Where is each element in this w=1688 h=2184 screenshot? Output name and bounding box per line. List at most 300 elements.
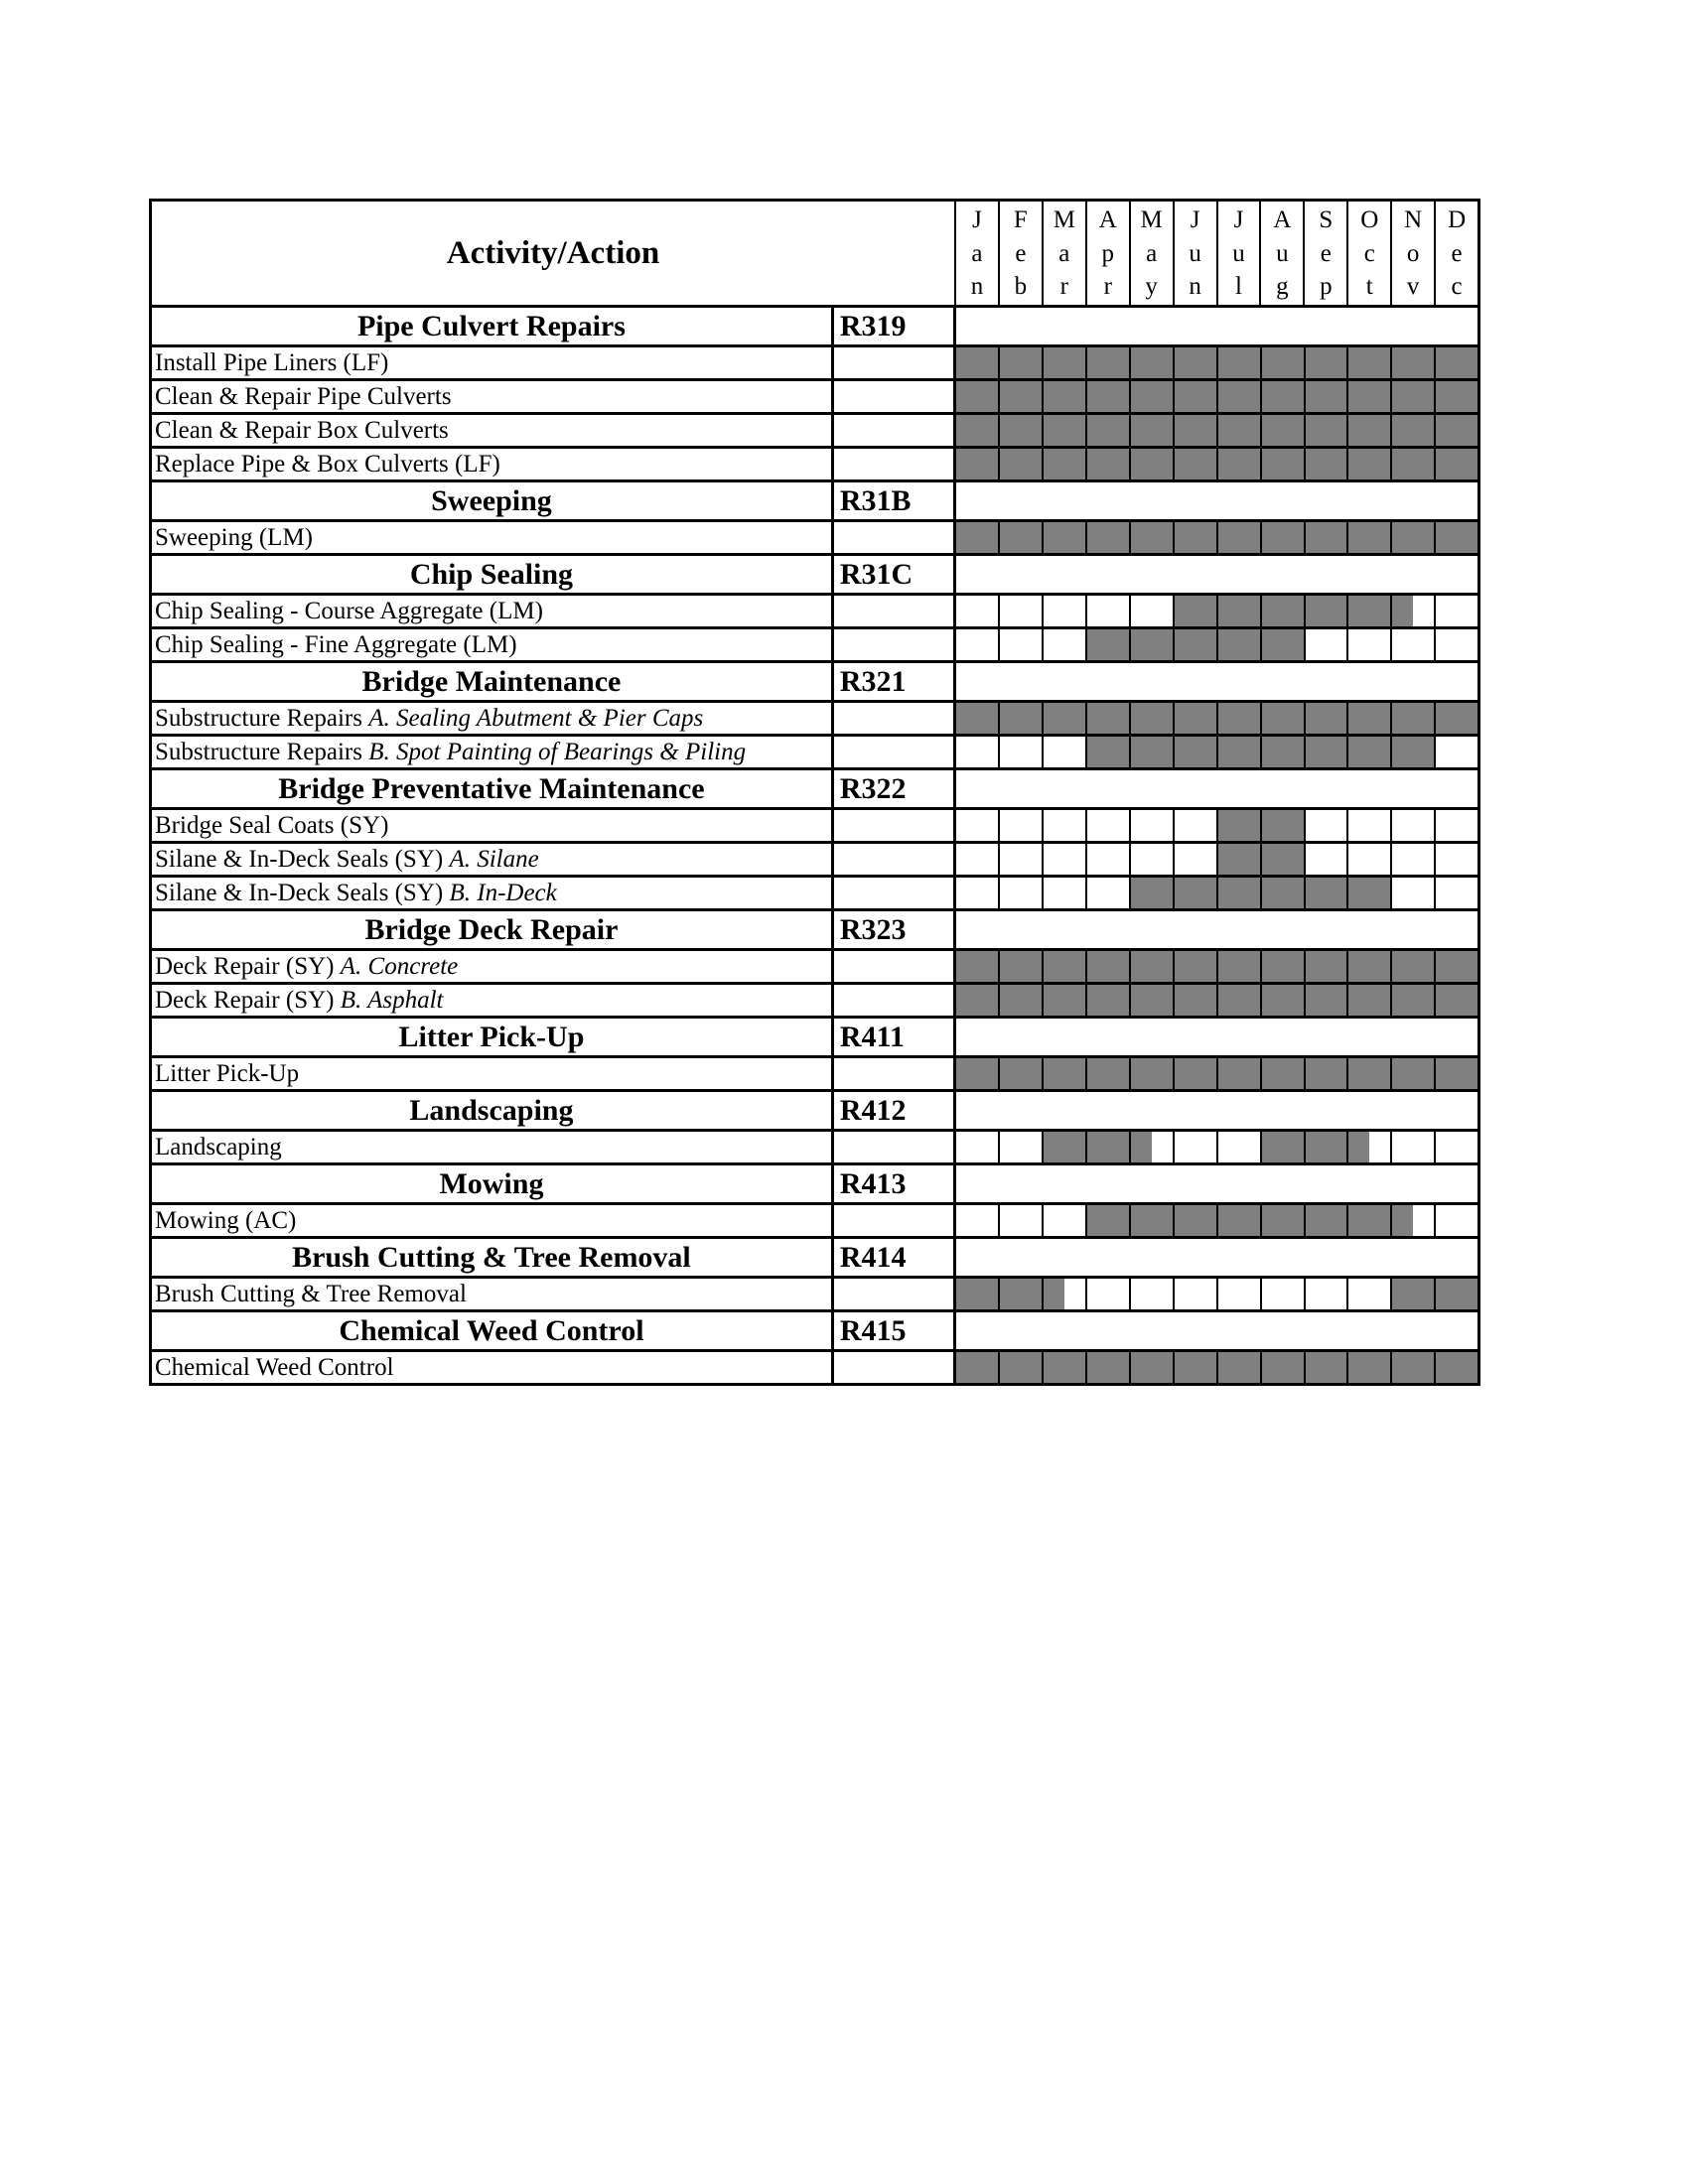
schedule-fill bbox=[1262, 449, 1304, 479]
schedule-cell bbox=[1434, 1058, 1477, 1089]
schedule-cell bbox=[1434, 596, 1477, 626]
activity-label bbox=[152, 596, 834, 626]
category-name: Bridge Preventative Maintenance bbox=[152, 770, 834, 807]
schedule-cell bbox=[1173, 878, 1216, 908]
schedule-cell bbox=[1390, 596, 1434, 626]
month-letter: y bbox=[1145, 273, 1158, 300]
schedule-fill bbox=[1306, 878, 1347, 908]
schedule-cell bbox=[956, 596, 998, 626]
schedule-fill bbox=[1392, 596, 1413, 626]
schedule-cell bbox=[1434, 878, 1477, 908]
schedule-cell bbox=[1216, 985, 1260, 1016]
schedule-cell bbox=[1216, 1279, 1260, 1309]
schedule-cell bbox=[1173, 985, 1216, 1016]
schedule-cell bbox=[956, 347, 998, 378]
activity-row bbox=[149, 810, 1480, 844]
schedule-cell bbox=[1304, 951, 1347, 982]
activity-code-cell bbox=[834, 415, 956, 446]
schedule-grid bbox=[956, 1205, 1477, 1236]
schedule-fill bbox=[1218, 629, 1260, 660]
schedule-cell bbox=[1173, 1352, 1216, 1383]
schedule-cell bbox=[1173, 381, 1216, 412]
schedule-fill bbox=[1218, 878, 1260, 908]
schedule-fill bbox=[1392, 381, 1434, 412]
schedule-cell bbox=[998, 449, 1042, 479]
schedule-fill bbox=[1392, 1058, 1434, 1089]
schedule-cell bbox=[1346, 1352, 1390, 1383]
month-letter: A bbox=[1273, 206, 1292, 233]
schedule-cell bbox=[1216, 810, 1260, 841]
schedule-cell bbox=[1173, 1205, 1216, 1236]
activity-code-cell bbox=[834, 810, 956, 841]
activity-label-text: Substructure Repairs bbox=[155, 705, 369, 732]
schedule-cell bbox=[1129, 449, 1173, 479]
schedule-cell bbox=[1390, 1058, 1434, 1089]
month-letter: u bbox=[1189, 239, 1201, 267]
month-letter: D bbox=[1448, 206, 1467, 233]
activity-row bbox=[149, 985, 1480, 1019]
month-letter: A bbox=[1098, 206, 1117, 233]
schedule-fill bbox=[1262, 810, 1304, 841]
schedule-fill bbox=[1044, 1279, 1064, 1309]
schedule-cell bbox=[1390, 1205, 1434, 1236]
activity-label-text: Deck Repair (SY) bbox=[155, 953, 341, 980]
month-letter: u bbox=[1276, 239, 1289, 267]
activity-code-cell bbox=[834, 347, 956, 378]
schedule-cell bbox=[956, 1205, 998, 1236]
activity-label-text: Brush Cutting & Tree Removal bbox=[155, 1281, 467, 1307]
schedule-fill bbox=[1000, 381, 1042, 412]
month-header bbox=[1434, 202, 1477, 305]
schedule-cell bbox=[1304, 1352, 1347, 1383]
schedule-grid bbox=[956, 415, 1477, 446]
activity-row bbox=[149, 951, 1480, 985]
month-header bbox=[1303, 202, 1346, 305]
schedule-cell bbox=[1346, 522, 1390, 553]
schedule-grid bbox=[956, 810, 1477, 841]
schedule-cell bbox=[956, 844, 998, 875]
schedule-cell bbox=[1260, 810, 1304, 841]
schedule-cell bbox=[1129, 522, 1173, 553]
schedule-fill bbox=[1000, 1352, 1042, 1383]
schedule-cell bbox=[956, 522, 998, 553]
category-code: R321 bbox=[834, 663, 956, 700]
month-letter: c bbox=[1451, 273, 1463, 300]
schedule-fill bbox=[1175, 1058, 1216, 1089]
activity-label bbox=[152, 1205, 834, 1236]
schedule-fill bbox=[1175, 878, 1216, 908]
schedule-cell bbox=[1390, 878, 1434, 908]
schedule-fill bbox=[1392, 347, 1434, 378]
schedule-fill bbox=[1436, 951, 1477, 982]
activity-code-cell bbox=[834, 1058, 956, 1089]
activity-label-text: Chemical Weed Control bbox=[155, 1354, 394, 1381]
schedule-cell bbox=[1129, 985, 1173, 1016]
activity-code-cell bbox=[834, 737, 956, 767]
schedule-cell bbox=[1346, 1279, 1390, 1309]
schedule-fill bbox=[1218, 1058, 1260, 1089]
activity-label bbox=[152, 522, 834, 553]
schedule-cell bbox=[1042, 347, 1085, 378]
schedule-cell bbox=[1173, 522, 1216, 553]
schedule-fill bbox=[1392, 1205, 1413, 1236]
category-code: R31C bbox=[834, 556, 956, 593]
activity-label bbox=[152, 449, 834, 479]
schedule-cell bbox=[1216, 878, 1260, 908]
schedule-fill bbox=[1392, 737, 1434, 767]
activity-label bbox=[152, 347, 834, 378]
activity-code-cell bbox=[834, 703, 956, 734]
activity-label-text: Clean & Repair Pipe Culverts bbox=[155, 383, 452, 410]
schedule-grid bbox=[956, 381, 1477, 412]
schedule-grid bbox=[956, 1279, 1477, 1309]
schedule-fill bbox=[1000, 522, 1042, 553]
month-letter: a bbox=[971, 239, 983, 267]
month-header bbox=[1259, 202, 1303, 305]
schedule-cell bbox=[1129, 703, 1173, 734]
schedule-cell bbox=[1434, 1279, 1477, 1309]
schedule-cell bbox=[1346, 1058, 1390, 1089]
schedule-cell bbox=[1346, 415, 1390, 446]
schedule-cell bbox=[1304, 347, 1347, 378]
schedule-cell bbox=[1129, 629, 1173, 660]
schedule-cell bbox=[1085, 381, 1129, 412]
schedule-fill bbox=[1262, 844, 1304, 875]
schedule-fill bbox=[1044, 703, 1085, 734]
schedule-cell bbox=[1173, 844, 1216, 875]
schedule-fill bbox=[1218, 347, 1260, 378]
schedule-fill bbox=[1218, 522, 1260, 553]
schedule-fill bbox=[1131, 449, 1173, 479]
schedule-cell bbox=[1260, 449, 1304, 479]
schedule-fill bbox=[1175, 951, 1216, 982]
schedule-fill bbox=[1306, 985, 1347, 1016]
schedule-cell bbox=[1260, 1132, 1304, 1162]
schedule-fill bbox=[1218, 1352, 1260, 1383]
activity-label bbox=[152, 1132, 834, 1162]
schedule-fill bbox=[1306, 449, 1347, 479]
schedule-fill bbox=[1218, 844, 1260, 875]
schedule-fill bbox=[1175, 703, 1216, 734]
schedule-cell bbox=[1129, 1058, 1173, 1089]
activity-code-cell bbox=[834, 878, 956, 908]
activity-row bbox=[149, 1352, 1480, 1386]
schedule-cell bbox=[1216, 1352, 1260, 1383]
schedule-cell bbox=[1042, 703, 1085, 734]
schedule-cell bbox=[1085, 878, 1129, 908]
activity-label-text: Silane & In-Deck Seals (SY) bbox=[155, 846, 450, 873]
schedule-fill bbox=[1392, 703, 1434, 734]
schedule-fill bbox=[1044, 415, 1085, 446]
schedule-cell bbox=[1304, 985, 1347, 1016]
schedule-cell bbox=[1434, 1205, 1477, 1236]
schedule-fill bbox=[956, 985, 998, 1016]
schedule-cell bbox=[1390, 381, 1434, 412]
activity-row bbox=[149, 347, 1480, 381]
schedule-fill bbox=[1175, 629, 1216, 660]
schedule-fill bbox=[956, 1058, 998, 1089]
month-letter: v bbox=[1406, 273, 1420, 300]
schedule-fill bbox=[1392, 522, 1434, 553]
schedule-fill bbox=[956, 951, 998, 982]
activity-row bbox=[149, 522, 1480, 556]
schedule-cell bbox=[1434, 737, 1477, 767]
month-letter: g bbox=[1276, 273, 1289, 300]
schedule-fill bbox=[956, 1279, 998, 1309]
schedule-cell bbox=[1260, 985, 1304, 1016]
table-body bbox=[149, 308, 1480, 1386]
schedule-cell bbox=[998, 415, 1042, 446]
activity-row bbox=[149, 1279, 1480, 1312]
schedule-fill bbox=[956, 415, 998, 446]
schedule-fill bbox=[1087, 522, 1129, 553]
schedule-fill bbox=[1436, 381, 1477, 412]
schedule-fill bbox=[1175, 449, 1216, 479]
schedule-cell bbox=[1434, 415, 1477, 446]
schedule-cell bbox=[1390, 844, 1434, 875]
schedule-fill bbox=[1044, 1132, 1085, 1162]
schedule-fill bbox=[956, 1352, 998, 1383]
schedule-cell bbox=[1260, 1279, 1304, 1309]
schedule-fill bbox=[1436, 1058, 1477, 1089]
schedule-fill bbox=[1218, 596, 1260, 626]
schedule-cell bbox=[1173, 951, 1216, 982]
activity-code-cell bbox=[834, 844, 956, 875]
schedule-fill bbox=[1262, 737, 1304, 767]
schedule-cell bbox=[1260, 415, 1304, 446]
month-letter: a bbox=[1058, 239, 1070, 267]
month-letter: b bbox=[1014, 273, 1028, 300]
activity-label bbox=[152, 1058, 834, 1089]
schedule-fill bbox=[1131, 629, 1173, 660]
schedule-fill bbox=[1000, 1279, 1042, 1309]
schedule-cell bbox=[998, 810, 1042, 841]
schedule-cell bbox=[1304, 1058, 1347, 1089]
schedule-cell bbox=[998, 1279, 1042, 1309]
category-row bbox=[149, 1019, 1480, 1058]
schedule-fill bbox=[1044, 1058, 1085, 1089]
schedule-fill bbox=[1436, 522, 1477, 553]
category-name: Brush Cutting & Tree Removal bbox=[152, 1239, 834, 1276]
schedule-fill bbox=[1000, 347, 1042, 378]
schedule-cell bbox=[1085, 810, 1129, 841]
month-letter: a bbox=[1146, 239, 1158, 267]
schedule-cell bbox=[1216, 737, 1260, 767]
schedule-fill bbox=[1000, 985, 1042, 1016]
schedule-cell bbox=[998, 1205, 1042, 1236]
schedule-fill bbox=[1262, 1132, 1304, 1162]
activity-label bbox=[152, 951, 834, 982]
schedule-cell bbox=[956, 1058, 998, 1089]
category-code: R415 bbox=[834, 1312, 956, 1349]
schedule-fill bbox=[1348, 951, 1390, 982]
schedule-cell bbox=[1304, 1132, 1347, 1162]
schedule-fill bbox=[1175, 1352, 1216, 1383]
schedule-cell bbox=[1173, 629, 1216, 660]
activity-sublabel: A. Concrete bbox=[340, 953, 459, 980]
schedule-cell bbox=[1129, 1132, 1173, 1162]
schedule-cell bbox=[1390, 449, 1434, 479]
schedule-fill bbox=[1000, 703, 1042, 734]
schedule-cell bbox=[1042, 810, 1085, 841]
schedule-fill bbox=[1000, 449, 1042, 479]
schedule-cell bbox=[1304, 449, 1347, 479]
category-code: R319 bbox=[834, 308, 956, 344]
schedule-cell bbox=[1085, 596, 1129, 626]
schedule-cell bbox=[1346, 347, 1390, 378]
schedule-cell bbox=[1260, 596, 1304, 626]
activity-label bbox=[152, 381, 834, 412]
schedule-cell bbox=[1216, 381, 1260, 412]
schedule-fill bbox=[1044, 347, 1085, 378]
schedule-cell bbox=[998, 347, 1042, 378]
activity-label-text: Landscaping bbox=[155, 1134, 282, 1160]
month-header bbox=[1042, 202, 1085, 305]
schedule-fill bbox=[1000, 1058, 1042, 1089]
activity-code-cell bbox=[834, 985, 956, 1016]
activity-sublabel: A. Sealing Abutment & Pier Caps bbox=[368, 705, 704, 732]
schedule-cell bbox=[956, 415, 998, 446]
category-row bbox=[149, 482, 1480, 522]
schedule-cell bbox=[1129, 844, 1173, 875]
schedule-fill bbox=[1348, 1132, 1369, 1162]
schedule-fill bbox=[1262, 985, 1304, 1016]
schedule-cell bbox=[998, 1132, 1042, 1162]
activity-label bbox=[152, 844, 834, 875]
schedule-cell bbox=[1346, 381, 1390, 412]
category-name: Bridge Deck Repair bbox=[152, 911, 834, 948]
category-month-band bbox=[956, 663, 1477, 700]
activity-row bbox=[149, 629, 1480, 663]
schedule-cell bbox=[1129, 381, 1173, 412]
schedule-grid bbox=[956, 703, 1477, 734]
schedule-fill bbox=[1131, 347, 1173, 378]
activity-row bbox=[149, 381, 1480, 415]
activity-label bbox=[152, 1279, 834, 1309]
schedule-fill bbox=[1392, 985, 1434, 1016]
category-code: R412 bbox=[834, 1092, 956, 1129]
schedule-cell bbox=[1042, 596, 1085, 626]
category-code: R413 bbox=[834, 1165, 956, 1202]
schedule-cell bbox=[1216, 347, 1260, 378]
schedule-cell bbox=[1129, 596, 1173, 626]
schedule-cell bbox=[1434, 629, 1477, 660]
activity-label bbox=[152, 810, 834, 841]
schedule-cell bbox=[1346, 1132, 1390, 1162]
activity-sublabel: B. Asphalt bbox=[340, 987, 444, 1014]
schedule-fill bbox=[1306, 703, 1347, 734]
schedule-cell bbox=[1346, 951, 1390, 982]
activity-label-text: Mowing (AC) bbox=[155, 1207, 297, 1234]
month-header bbox=[1085, 202, 1129, 305]
month-header bbox=[1129, 202, 1173, 305]
schedule-fill bbox=[956, 347, 998, 378]
schedule-cell bbox=[1173, 1132, 1216, 1162]
schedule-cell bbox=[1042, 737, 1085, 767]
schedule-fill bbox=[1087, 703, 1129, 734]
schedule-fill bbox=[1348, 415, 1390, 446]
schedule-cell bbox=[1260, 1205, 1304, 1236]
schedule-fill bbox=[1218, 985, 1260, 1016]
schedule-cell bbox=[1434, 951, 1477, 982]
category-name: Chip Sealing bbox=[152, 556, 834, 593]
schedule-fill bbox=[1348, 381, 1390, 412]
category-name: Mowing bbox=[152, 1165, 834, 1202]
schedule-cell bbox=[1085, 737, 1129, 767]
schedule-cell bbox=[1129, 878, 1173, 908]
category-month-band bbox=[956, 556, 1477, 593]
month-letter: l bbox=[1235, 273, 1242, 300]
month-letter: r bbox=[1103, 273, 1112, 300]
activity-code-cell bbox=[834, 381, 956, 412]
category-code: R322 bbox=[834, 770, 956, 807]
schedule-cell bbox=[1173, 703, 1216, 734]
schedule-cell bbox=[1042, 985, 1085, 1016]
schedule-cell bbox=[1346, 596, 1390, 626]
schedule-fill bbox=[1262, 878, 1304, 908]
schedule-cell bbox=[1173, 347, 1216, 378]
category-name: Litter Pick-Up bbox=[152, 1019, 834, 1055]
activity-label bbox=[152, 629, 834, 660]
schedule-cell bbox=[1085, 844, 1129, 875]
schedule-fill bbox=[1218, 381, 1260, 412]
category-name: Sweeping bbox=[152, 482, 834, 519]
schedule-cell bbox=[1173, 737, 1216, 767]
schedule-cell bbox=[1042, 629, 1085, 660]
schedule-cell bbox=[1216, 596, 1260, 626]
category-code: R323 bbox=[834, 911, 956, 948]
schedule-cell bbox=[1042, 951, 1085, 982]
month-header bbox=[1173, 202, 1216, 305]
schedule-cell bbox=[1085, 1132, 1129, 1162]
activity-sublabel: B. In-Deck bbox=[449, 880, 557, 906]
schedule-cell bbox=[956, 629, 998, 660]
schedule-fill bbox=[1306, 737, 1347, 767]
schedule-fill bbox=[1131, 522, 1173, 553]
schedule-fill bbox=[1087, 381, 1129, 412]
activity-label-text: Chip Sealing - Fine Aggregate (LM) bbox=[155, 631, 517, 658]
schedule-fill bbox=[1087, 1205, 1129, 1236]
activity-row bbox=[149, 737, 1480, 770]
activity-label-text: Litter Pick-Up bbox=[155, 1060, 300, 1087]
schedule-fill bbox=[1175, 1205, 1216, 1236]
category-name: Pipe Culvert Repairs bbox=[152, 308, 834, 344]
schedule-fill bbox=[1175, 596, 1216, 626]
activity-code-cell bbox=[834, 1279, 956, 1309]
activity-code-cell bbox=[834, 1132, 956, 1162]
schedule-cell bbox=[956, 381, 998, 412]
schedule-fill bbox=[1044, 1352, 1085, 1383]
schedule-cell bbox=[1260, 703, 1304, 734]
activity-label bbox=[152, 1352, 834, 1383]
schedule-cell bbox=[1390, 810, 1434, 841]
schedule-cell bbox=[956, 449, 998, 479]
month-header-row bbox=[954, 202, 1477, 305]
schedule-fill bbox=[1306, 1205, 1347, 1236]
category-row bbox=[149, 911, 1480, 951]
schedule-grid bbox=[956, 596, 1477, 626]
schedule-fill bbox=[1218, 1205, 1260, 1236]
schedule-cell bbox=[1085, 1352, 1129, 1383]
category-row bbox=[149, 770, 1480, 810]
schedule-fill bbox=[1306, 381, 1347, 412]
schedule-fill bbox=[1436, 347, 1477, 378]
schedule-fill bbox=[1436, 985, 1477, 1016]
schedule-cell bbox=[1260, 878, 1304, 908]
activity-label-text: Chip Sealing - Course Aggregate (LM) bbox=[155, 598, 543, 624]
schedule-fill bbox=[1306, 1352, 1347, 1383]
category-code: R414 bbox=[834, 1239, 956, 1276]
